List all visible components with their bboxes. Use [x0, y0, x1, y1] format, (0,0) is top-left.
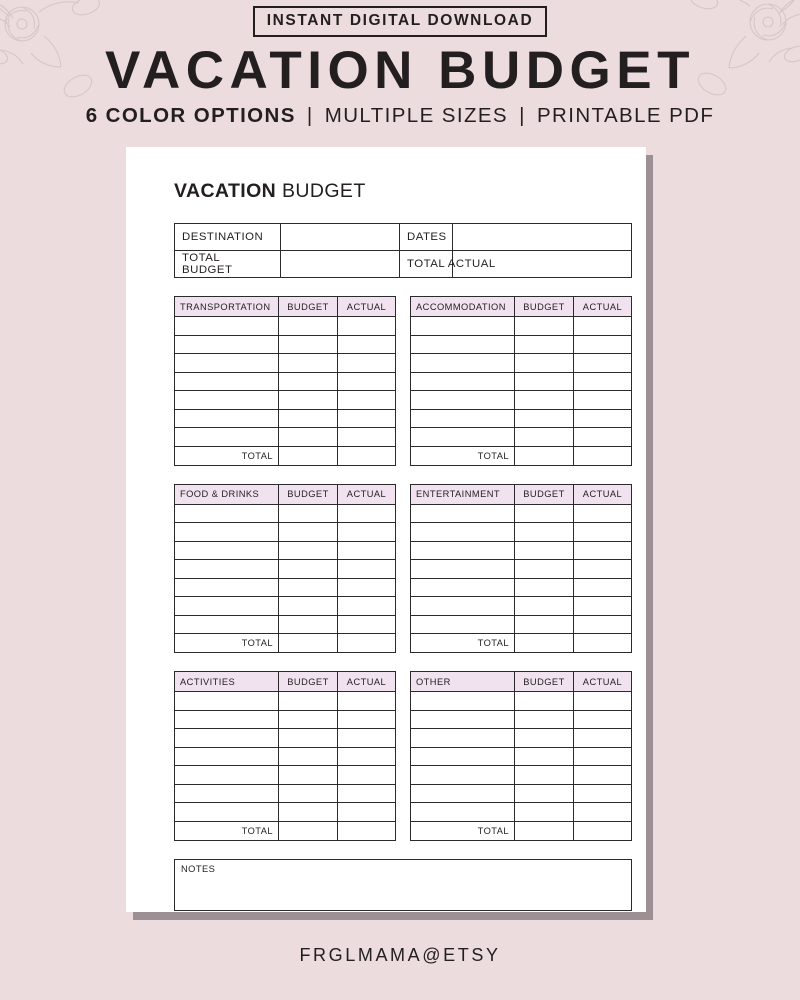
budget-cell[interactable]: [279, 541, 338, 560]
total-actual-cell[interactable]: [338, 821, 396, 840]
budget-cell[interactable]: [515, 504, 574, 523]
column-header-budget: BUDGET: [279, 484, 338, 504]
table-row: [175, 578, 396, 597]
actual-cell[interactable]: [338, 523, 396, 542]
budget-cell[interactable]: [515, 615, 574, 634]
actual-cell[interactable]: [574, 409, 632, 428]
actual-cell[interactable]: [574, 710, 632, 729]
budget-cell[interactable]: [279, 317, 338, 336]
budget-cell[interactable]: [515, 784, 574, 803]
total-budget-cell[interactable]: [279, 446, 338, 465]
item-cell[interactable]: [411, 784, 515, 803]
actual-cell[interactable]: [338, 428, 396, 447]
actual-cell[interactable]: [574, 335, 632, 354]
table-row: [175, 541, 396, 560]
item-cell[interactable]: [175, 784, 279, 803]
actual-cell[interactable]: [338, 710, 396, 729]
total-budget-cell[interactable]: [515, 821, 574, 840]
promo-subtitle-colors: 6 COLOR OPTIONS: [85, 104, 296, 127]
item-cell[interactable]: [175, 803, 279, 822]
budget-cell[interactable]: [515, 409, 574, 428]
table-row: [175, 372, 396, 391]
table-row: [411, 560, 632, 579]
printable-page: [126, 147, 646, 912]
budget-cell[interactable]: [515, 729, 574, 748]
column-header-actual: ACTUAL: [574, 297, 632, 317]
actual-cell[interactable]: [574, 560, 632, 579]
table-row: [411, 428, 632, 447]
total-actual-cell[interactable]: [574, 446, 632, 465]
item-cell[interactable]: [411, 597, 515, 616]
table-header-row: [411, 297, 632, 317]
table-row: [411, 578, 632, 597]
actual-cell[interactable]: [338, 729, 396, 748]
promo-subtitle-separator-1: |: [306, 104, 314, 127]
column-header-budget: BUDGET: [279, 672, 338, 692]
table-row: [411, 615, 632, 634]
actual-cell[interactable]: [338, 615, 396, 634]
table-footer-row: [411, 634, 632, 653]
budget-cell[interactable]: [279, 504, 338, 523]
actual-cell[interactable]: [338, 747, 396, 766]
actual-cell[interactable]: [574, 523, 632, 542]
budget-cell[interactable]: [515, 523, 574, 542]
dates-input[interactable]: [453, 224, 632, 251]
item-cell[interactable]: [175, 766, 279, 785]
actual-cell[interactable]: [338, 317, 396, 336]
table-header-row: [175, 484, 396, 504]
promo-subtitle: [0, 104, 800, 128]
trip-info-table: [174, 223, 632, 278]
column-header-actual: ACTUAL: [338, 484, 396, 504]
table-row: [411, 784, 632, 803]
budget-cell[interactable]: [515, 391, 574, 410]
budget-cell[interactable]: [279, 409, 338, 428]
item-cell[interactable]: [175, 335, 279, 354]
item-cell[interactable]: [411, 391, 515, 410]
total-budget-label: TOTAL BUDGET: [175, 251, 281, 278]
item-cell[interactable]: [411, 335, 515, 354]
item-cell[interactable]: [411, 560, 515, 579]
item-cell[interactable]: [175, 317, 279, 336]
item-cell[interactable]: [175, 523, 279, 542]
category-row-3: [174, 671, 632, 841]
total-budget-cell[interactable]: [515, 634, 574, 653]
total-actual-cell[interactable]: [338, 446, 396, 465]
actual-cell[interactable]: [338, 784, 396, 803]
promo-subtitle-format: PRINTABLE PDF: [536, 104, 715, 127]
budget-cell[interactable]: [279, 803, 338, 822]
table-row: [175, 747, 396, 766]
budget-cell[interactable]: [279, 335, 338, 354]
item-cell[interactable]: [411, 578, 515, 597]
actual-cell[interactable]: [338, 803, 396, 822]
table-footer-row: [175, 446, 396, 465]
page-title-light: BUDGET: [281, 180, 366, 202]
item-cell[interactable]: [175, 560, 279, 579]
table-footer-row: [175, 821, 396, 840]
table-row: [175, 784, 396, 803]
table-header-row: [175, 297, 396, 317]
actual-cell[interactable]: [338, 597, 396, 616]
total-label: TOTAL: [175, 446, 279, 465]
page-title: [174, 180, 632, 203]
category-title: FOOD & DRINKS: [175, 484, 279, 504]
item-cell[interactable]: [175, 428, 279, 447]
actual-cell[interactable]: [338, 560, 396, 579]
table-row: [175, 504, 396, 523]
budget-cell[interactable]: [515, 597, 574, 616]
budget-cell[interactable]: [515, 578, 574, 597]
category-table-food-and-drinks: [174, 484, 396, 654]
table-row: [175, 692, 396, 711]
item-cell[interactable]: [411, 354, 515, 373]
table-row: [175, 523, 396, 542]
budget-cell[interactable]: [515, 803, 574, 822]
item-cell[interactable]: [411, 409, 515, 428]
item-cell[interactable]: [175, 578, 279, 597]
actual-cell[interactable]: [574, 428, 632, 447]
category-rows: [411, 504, 632, 634]
shop-footer: FRGLMAMA@ETSY: [299, 945, 501, 965]
category-title: ACTIVITIES: [175, 672, 279, 692]
item-cell[interactable]: [175, 747, 279, 766]
table-row: [175, 729, 396, 748]
actual-cell[interactable]: [574, 597, 632, 616]
category-table-transportation: [174, 296, 396, 466]
category-rows: [175, 504, 396, 634]
table-row: [175, 428, 396, 447]
actual-cell[interactable]: [338, 354, 396, 373]
item-cell[interactable]: [411, 317, 515, 336]
table-row: [411, 541, 632, 560]
actual-cell[interactable]: [338, 409, 396, 428]
column-header-budget: BUDGET: [515, 672, 574, 692]
category-row-1: [174, 296, 632, 466]
promo-subtitle-sizes: MULTIPLE SIZES: [324, 104, 509, 127]
instant-download-badge: INSTANT DIGITAL DOWNLOAD: [253, 6, 548, 37]
column-header-actual: ACTUAL: [574, 672, 632, 692]
budget-cell[interactable]: [279, 578, 338, 597]
category-title: ACCOMMODATION: [411, 297, 515, 317]
budget-cell[interactable]: [279, 391, 338, 410]
actual-cell[interactable]: [338, 578, 396, 597]
dates-label: DATES: [400, 224, 453, 251]
budget-cell[interactable]: [279, 766, 338, 785]
item-cell[interactable]: [411, 615, 515, 634]
total-actual-cell[interactable]: [338, 634, 396, 653]
instant-download-badge-wrapper: [0, 6, 800, 37]
total-label: TOTAL: [411, 634, 515, 653]
budget-cell[interactable]: [279, 747, 338, 766]
category-title: OTHER: [411, 672, 515, 692]
table-row: [175, 317, 396, 336]
table-row: [411, 692, 632, 711]
budget-cell[interactable]: [515, 317, 574, 336]
table-row: [175, 224, 632, 251]
table-row: [411, 597, 632, 616]
category-rows: [411, 317, 632, 447]
budget-cell[interactable]: [515, 372, 574, 391]
page-content: [174, 180, 632, 911]
table-row: [411, 335, 632, 354]
item-cell[interactable]: [175, 409, 279, 428]
budget-cell[interactable]: [279, 523, 338, 542]
table-row: [411, 523, 632, 542]
total-actual-cell[interactable]: [574, 821, 632, 840]
actual-cell[interactable]: [338, 504, 396, 523]
category-rows: [175, 317, 396, 447]
category-table-entertainment: [410, 484, 632, 654]
table-row: [411, 710, 632, 729]
column-header-budget: BUDGET: [515, 297, 574, 317]
total-label: TOTAL: [411, 821, 515, 840]
total-label: TOTAL: [411, 446, 515, 465]
actual-cell[interactable]: [574, 692, 632, 711]
item-cell[interactable]: [175, 615, 279, 634]
table-row: [411, 391, 632, 410]
actual-cell[interactable]: [338, 391, 396, 410]
category-rows: [175, 692, 396, 822]
table-row: [411, 504, 632, 523]
destination-label: DESTINATION: [175, 224, 281, 251]
category-rows: [411, 692, 632, 822]
table-row: [175, 354, 396, 373]
total-label: TOTAL: [175, 821, 279, 840]
total-budget-cell[interactable]: [279, 634, 338, 653]
budget-cell[interactable]: [515, 766, 574, 785]
item-cell[interactable]: [175, 710, 279, 729]
item-cell[interactable]: [411, 523, 515, 542]
promo-subtitle-separator-2: |: [519, 104, 526, 127]
total-actual-cell[interactable]: [574, 634, 632, 653]
budget-cell[interactable]: [279, 354, 338, 373]
item-cell[interactable]: [411, 541, 515, 560]
item-cell[interactable]: [175, 729, 279, 748]
table-header-row: [411, 484, 632, 504]
table-row: [175, 803, 396, 822]
table-row: [411, 409, 632, 428]
item-cell[interactable]: [411, 372, 515, 391]
budget-cell[interactable]: [279, 615, 338, 634]
column-header-actual: ACTUAL: [338, 672, 396, 692]
item-cell[interactable]: [411, 710, 515, 729]
budget-cell[interactable]: [515, 354, 574, 373]
budget-cell[interactable]: [279, 710, 338, 729]
category-table-activities: [174, 671, 396, 841]
actual-cell[interactable]: [574, 541, 632, 560]
table-footer-row: [411, 821, 632, 840]
actual-cell[interactable]: [574, 784, 632, 803]
actual-cell[interactable]: [574, 578, 632, 597]
table-row: [175, 615, 396, 634]
total-budget-input[interactable]: [281, 251, 400, 278]
budget-cell[interactable]: [279, 729, 338, 748]
table-header-row: [175, 672, 396, 692]
item-cell[interactable]: [411, 766, 515, 785]
table-row: [175, 597, 396, 616]
actual-cell[interactable]: [574, 354, 632, 373]
item-cell[interactable]: [411, 729, 515, 748]
item-cell[interactable]: [175, 504, 279, 523]
column-header-actual: ACTUAL: [574, 484, 632, 504]
table-row: [175, 391, 396, 410]
item-cell[interactable]: [411, 747, 515, 766]
item-cell[interactable]: [411, 803, 515, 822]
actual-cell[interactable]: [574, 372, 632, 391]
actual-cell[interactable]: [338, 766, 396, 785]
budget-cell[interactable]: [515, 335, 574, 354]
item-cell[interactable]: [175, 597, 279, 616]
table-footer-row: [175, 634, 396, 653]
budget-cell[interactable]: [515, 747, 574, 766]
table-row: [175, 335, 396, 354]
destination-input[interactable]: [281, 224, 400, 251]
table-row: [411, 372, 632, 391]
table-row: [175, 710, 396, 729]
item-cell[interactable]: [175, 372, 279, 391]
actual-cell[interactable]: [574, 747, 632, 766]
category-row-2: [174, 484, 632, 654]
budget-cell[interactable]: [279, 784, 338, 803]
category-table-other: [410, 671, 632, 841]
total-label: TOTAL: [175, 634, 279, 653]
actual-cell[interactable]: [338, 335, 396, 354]
budget-cell[interactable]: [279, 428, 338, 447]
actual-cell[interactable]: [338, 541, 396, 560]
notes-box[interactable]: [174, 859, 632, 911]
budget-cell[interactable]: [279, 692, 338, 711]
budget-cell[interactable]: [279, 372, 338, 391]
table-row: [411, 354, 632, 373]
table-row: [175, 409, 396, 428]
table-header-row: [411, 672, 632, 692]
item-cell[interactable]: [411, 428, 515, 447]
actual-cell[interactable]: [574, 729, 632, 748]
budget-cell[interactable]: [515, 692, 574, 711]
table-row: [411, 766, 632, 785]
actual-cell[interactable]: [574, 317, 632, 336]
column-header-budget: BUDGET: [279, 297, 338, 317]
budget-cell[interactable]: [515, 428, 574, 447]
category-title: ENTERTAINMENT: [411, 484, 515, 504]
item-cell[interactable]: [175, 391, 279, 410]
category-title: TRANSPORTATION: [175, 297, 279, 317]
actual-cell[interactable]: [574, 391, 632, 410]
table-row: [411, 729, 632, 748]
column-header-budget: BUDGET: [515, 484, 574, 504]
promo-title: VACATION BUDGET: [105, 41, 695, 100]
budget-cell[interactable]: [279, 560, 338, 579]
budget-cell[interactable]: [279, 597, 338, 616]
actual-cell[interactable]: [574, 766, 632, 785]
total-budget-cell[interactable]: [515, 446, 574, 465]
table-footer-row: [411, 446, 632, 465]
actual-cell[interactable]: [574, 615, 632, 634]
budget-cell[interactable]: [515, 560, 574, 579]
table-row: [411, 747, 632, 766]
table-row: [175, 766, 396, 785]
budget-cell[interactable]: [515, 710, 574, 729]
column-header-actual: ACTUAL: [338, 297, 396, 317]
page-title-bold: VACATION: [174, 180, 277, 202]
actual-cell[interactable]: [338, 372, 396, 391]
total-actual-label: TOTAL ACTUAL: [400, 251, 453, 278]
item-cell[interactable]: [175, 541, 279, 560]
table-row: [175, 251, 632, 278]
notes-label: NOTES: [181, 863, 216, 874]
actual-cell[interactable]: [574, 803, 632, 822]
item-cell[interactable]: [175, 692, 279, 711]
item-cell[interactable]: [411, 504, 515, 523]
budget-cell[interactable]: [515, 541, 574, 560]
table-row: [411, 803, 632, 822]
table-row: [175, 560, 396, 579]
table-row: [411, 317, 632, 336]
actual-cell[interactable]: [574, 504, 632, 523]
actual-cell[interactable]: [338, 692, 396, 711]
category-table-accommodation: [410, 296, 632, 466]
item-cell[interactable]: [411, 692, 515, 711]
total-budget-cell[interactable]: [279, 821, 338, 840]
item-cell[interactable]: [175, 354, 279, 373]
